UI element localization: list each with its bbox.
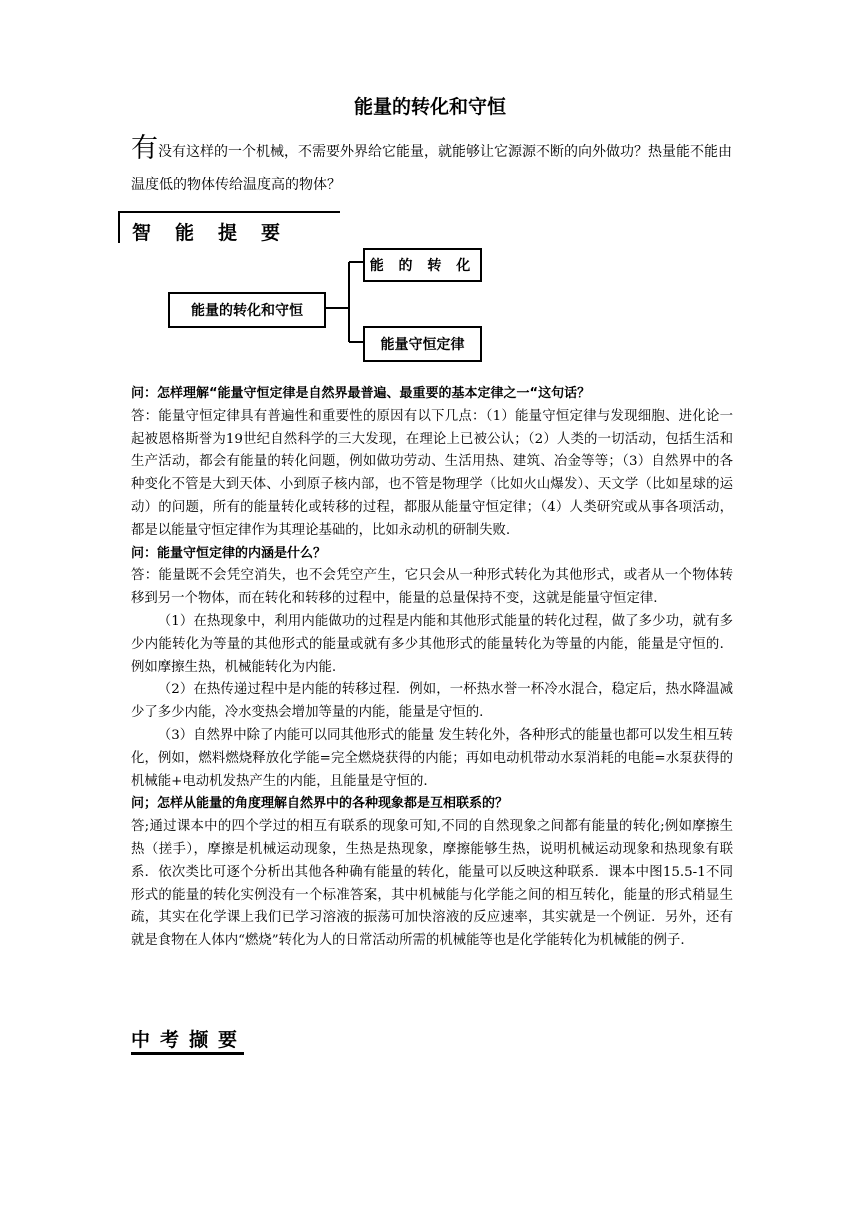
diagram-node-conservation-law: 能量守恒定律: [363, 326, 482, 362]
answer: 答：能量既不会凭空消失，也不会凭空产生，它只会从一种形式转化为其他形式，或者从一个物体转移到另一个物体，而在转化和转移的过程中，能量的总量保持不变，这就是能量守恒定律.: [131, 568, 733, 607]
question: 问：怎样理解“能量守恒定律是自然界最普遍、最重要的基本定律之一“这句话？: [131, 386, 591, 401]
intro-drop-cap: 有: [131, 133, 158, 164]
answer-paragraph: （3）自然界中除了内能可以同其他形式的能量 发生转化外，各种形式的能量也都可以发生相互转化，例如，燃料燃烧释放化学能=完全燃烧获得的内能；再如电动机带动水泵消耗的电能=水泵获得的机械能+电动机发热产生的内能，且能量是守恒的.: [131, 727, 733, 789]
section-header-exam: 中考撷要: [131, 1029, 248, 1051]
answer-paragraph: （1）在热现象中，利用内能做功的过程是内能和其他形式能量的转化过程，做了多少功，就有多少内能转化为等量的其他形式的能量或就有多少其他形式的能量转化为等量的内能，能量是守恒的．例如摩擦生热，机械能转化为内能.: [131, 613, 733, 675]
section-underline: [131, 1052, 244, 1055]
page-title: 能量的转化和守恒: [353, 96, 506, 118]
diagram-node-main: 能量的转化和守恒: [168, 292, 326, 328]
answer-paragraph: （2）在热传递过程中是内能的转移过程．例如，一杯热水誉一杯冷水混合，稳定后，热水降温减少了多少内能，冷水变热会增加等量的内能，能量是守恒的.: [131, 682, 733, 721]
qa-section: [131, 383, 733, 953]
diagram-node-energy-conversion: 能 的 转 化: [363, 248, 482, 282]
answer: 答;通过课本中的四个学过的相互有联系的现象可知,不同的自然现象之间都有能量的转化;例如摩擦生热（搓手），摩擦是机械运动现象，生热是热现象，摩擦能够生热，说明机械运动现象和热现象有联系．依次类比可逐个分析出其他各种确有能量的转化，能量可以反映这种联系．课本中图15.5-1不同形式的能量的转化实例没有一个标准答案，其中机械能与化学能之间的相互转化，能量的形式稍显生疏，其实在化学课上我们已学习溶液的振荡可加快溶液的反应速率，其实就是一个例证．另外，还有就是食物在人体内“燃烧”转化为人的日常活动所需的机械能等也是化学能转化为机械能的例子.: [131, 819, 733, 949]
question: 问；怎样从能量的角度理解自然界中的各种现象都是互相联系的？: [131, 796, 509, 812]
question: 问：能量守恒定律的内涵是什么？: [131, 545, 327, 561]
intro-text: 没有这样的一个机械，不需要外界给它能量，就能够让它源源不断的向外做功？热量能不能由温度低的物体传给温度高的物体？: [131, 144, 732, 193]
answer: 答：能量守恒定律具有普遍性和重要性的原因有以下几点：（1）能量守恒定律与发现细胞、进化论一起被恩格斯誉为19世纪自然科学的三大发现，在理论上已被公认；（2）人类的一切活动，包括生活和生产活动，都会有能量的转化问题，例如做功劳动、生活用热、建筑、冶金等等；（3）自然界中的各种变化不管是大到天体、小到原子核内部，也不管是物理学（比如火山爆发）、天文学（比如星球的运动）的问题，所有的能量转化或转移的过程，都服从能量守恒定律；（4）人类研究或从事各项活动，都是以能量守恒定律作为其理论基础的，比如永动机的研制失败.: [131, 408, 733, 538]
section-title: 智能提要: [132, 222, 305, 244]
